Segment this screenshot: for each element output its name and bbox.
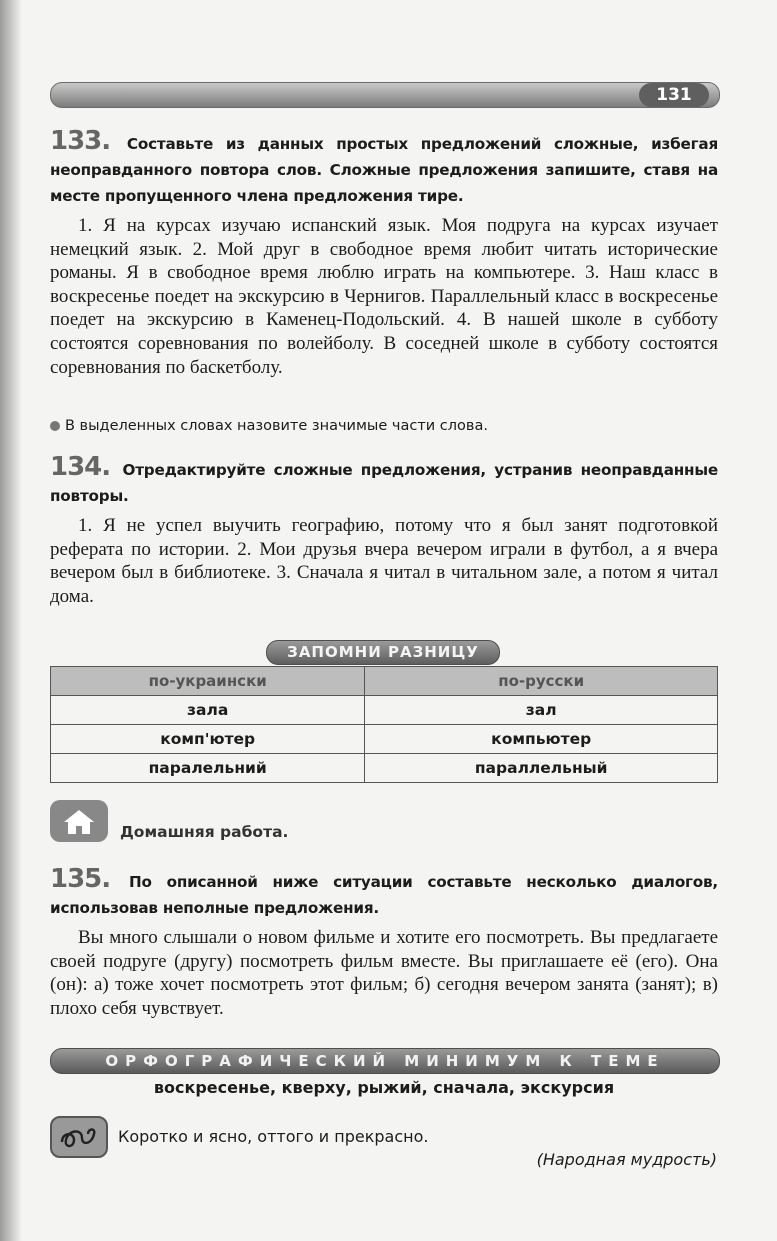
table-header-row <box>51 667 718 696</box>
exercise-133 <box>50 128 718 379</box>
orthographic-minimum-title: ОРФОГРАФИЧЕСКИЙ МИНИМУМ К ТЕМЕ <box>50 1048 720 1074</box>
column-header-ukrainian: по-украински <box>51 667 365 696</box>
proverb-icon <box>50 1116 108 1158</box>
home-icon <box>50 800 108 842</box>
note-text: В выделенных словах назовите значимые части слова. <box>65 418 488 434</box>
book-spine-shadow <box>0 0 22 1241</box>
bullet-icon <box>50 421 60 431</box>
exercise-134-text: 1. Я не успел выучить географию, потому что я был занят подготовкой реферата по истории. 2. Мои друзья вчера вечером играли в футбол, а я вчера вечером был в библиотеке. 3. Сначала я читал в читальном зале, а потом я читал дома. <box>50 515 718 607</box>
cell-russian: компьютер <box>365 725 718 754</box>
cell-russian: параллельный <box>365 754 718 783</box>
proverb-source: (Народная мудрость) <box>536 1150 717 1169</box>
table-row <box>51 725 718 754</box>
exercise-133-note <box>50 418 718 434</box>
exercise-133-instruction <box>50 128 718 209</box>
comparison-table <box>50 666 718 783</box>
instruction-text: Отредактируйте сложные предложения, устранив неоправданные повторы. <box>50 461 718 505</box>
exercise-number: 135. <box>50 864 111 894</box>
exercise-134 <box>50 454 718 608</box>
exercise-134-instruction <box>50 454 718 509</box>
cell-ukrainian: зала <box>51 696 365 725</box>
exercise-135 <box>50 866 718 1020</box>
exercise-number: 133. <box>50 126 111 156</box>
exercise-135-text: Вы много слышали о новом фильме и хотите его посмотреть. Вы предлагаете своей подруге (другу) посмотреть фильм вместе. Вы приглашаете её (его). Она (он): а) тоже хочет посмотреть этот фильм; б) сегодня вечером занята (занят); в) плохо себя чувствует. <box>50 927 718 1019</box>
cell-ukrainian: паралельний <box>51 754 365 783</box>
column-header-russian: по-русски <box>365 667 718 696</box>
remember-difference-label: ЗАПОМНИ РАЗНИЦУ <box>266 640 500 665</box>
orthographic-minimum-words: воскресенье, кверху, рыжий, сначала, экскурсия <box>153 1078 615 1097</box>
instruction-text: Составьте из данных простых предложений сложные, избегая неоправданного повтора слов. Сложные предложения запишите, ставя на месте пропущенного члена предложения тире. <box>50 135 718 205</box>
table-row <box>51 696 718 725</box>
exercise-133-text: 1. Я на курсах изучаю испанский язык. Моя подруга на курсах изучает немецкий язык. 2. Мой друг в свободное время любит читать исторические романы. Я в свободное время люблю играть на компьютере. 3. Наш класс в воскресенье поедет на экскурсию в Чернигов. Параллельный класс в воскресенье поедет на экскурсию в Каменец-Подольский. 4. В нашей школе в субботу состоятся соревнования по волейболу. В соседней школе в субботу состоятся соревнования по баскетболу. <box>50 215 718 378</box>
cell-ukrainian: комп'ютер <box>51 725 365 754</box>
exercise-number: 134. <box>50 452 111 482</box>
exercise-135-instruction <box>50 866 718 921</box>
proverb-text: Коротко и ясно, оттого и прекрасно. <box>118 1127 429 1146</box>
table-row <box>51 754 718 783</box>
page-number: 131 <box>639 83 709 107</box>
page-header-bar <box>50 82 720 108</box>
cell-russian: зал <box>365 696 718 725</box>
homework-label: Домашняя работа. <box>120 823 289 841</box>
instruction-text: По описанной ниже ситуации составьте несколько диалогов, использовав неполные предложения. <box>50 873 719 917</box>
